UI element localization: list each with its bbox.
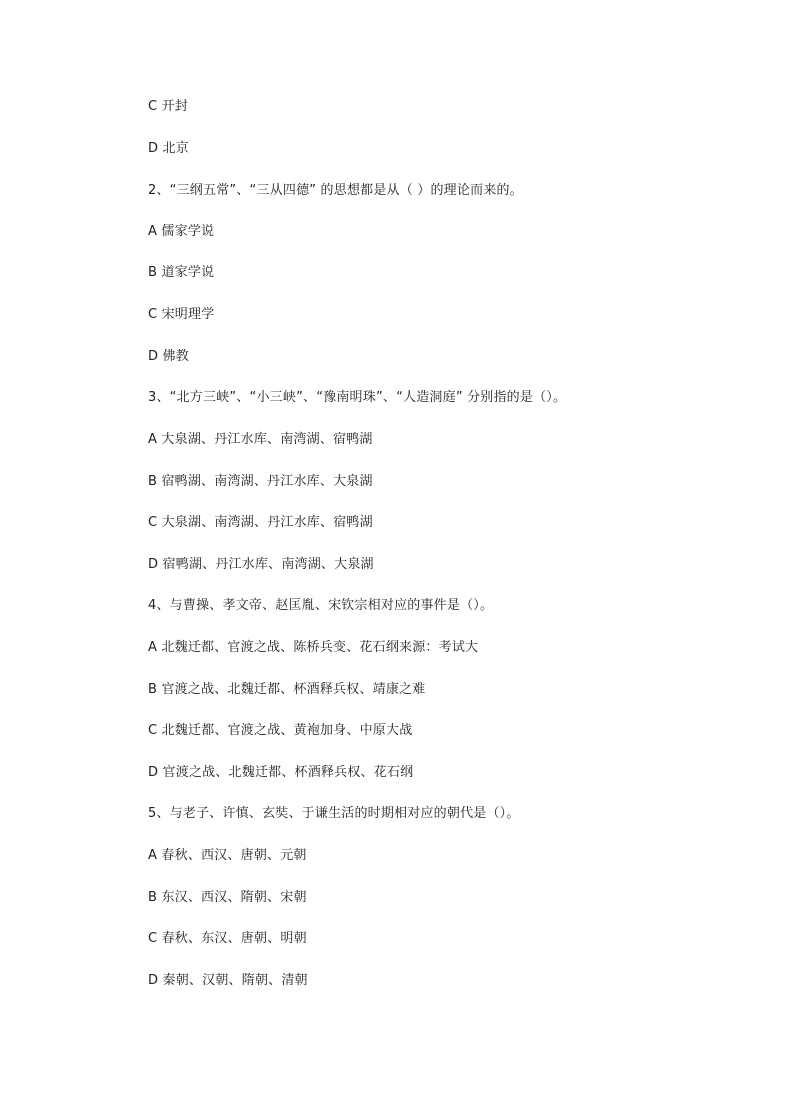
option-d-q2: D 佛教 (148, 349, 189, 364)
question-4: 4、与曹操、孝文帝、赵匡胤、宋钦宗相对应的事件是（）。 (148, 598, 494, 613)
option-a-q2: A 儒家学说 (148, 224, 215, 239)
option-a-q5: A 春秋、西汉、唐朝、元朝 (148, 848, 307, 863)
option-d-q4: D 官渡之战、北魏迁都、杯酒释兵权、花石纲 (148, 765, 414, 780)
option-c-q1: C 开封 (148, 99, 189, 114)
option-d-q3: D 宿鸭湖、丹江水库、南湾湖、大泉湖 (148, 557, 374, 572)
option-c-q5: C 春秋、东汉、唐朝、明朝 (148, 931, 307, 946)
option-c-q4: C 北魏迁都、官渡之战、黄袍加身、中原大战 (148, 723, 413, 738)
question-3: 3、“北方三峡”、“小三峡”、“豫南明珠”、“人造洞庭” 分别指的是（）。 (148, 390, 567, 405)
option-d-q1: D 北京 (148, 141, 189, 156)
question-2: 2、“三纲五常”、“三从四德” 的思想都是从（ ）的理论而来的。 (148, 183, 523, 198)
option-a-q3: A 大泉湖、丹江水库、南湾湖、宿鸭湖 (148, 432, 373, 447)
option-c-q3: C 大泉湖、南湾湖、丹江水库、宿鸭湖 (148, 515, 373, 530)
option-b-q5: B 东汉、西汉、隋朝、宋朝 (148, 890, 307, 905)
option-b-q3: B 宿鸭湖、南湾湖、丹江水库、大泉湖 (148, 474, 373, 489)
option-d-q5: D 秦朝、汉朝、隋朝、清朝 (148, 973, 308, 988)
option-a-q4: A 北魏迁都、官渡之战、陈桥兵变、花石纲来源：考试大 (148, 640, 479, 655)
option-b-q4: B 官渡之战、北魏迁都、杯酒释兵权、靖康之难 (148, 682, 426, 697)
option-b-q2: B 道家学说 (148, 265, 215, 280)
option-c-q2: C 宋明理学 (148, 307, 215, 322)
question-5: 5、与老子、许慎、玄奘、于谦生活的时期相对应的朝代是（）。 (148, 806, 520, 821)
